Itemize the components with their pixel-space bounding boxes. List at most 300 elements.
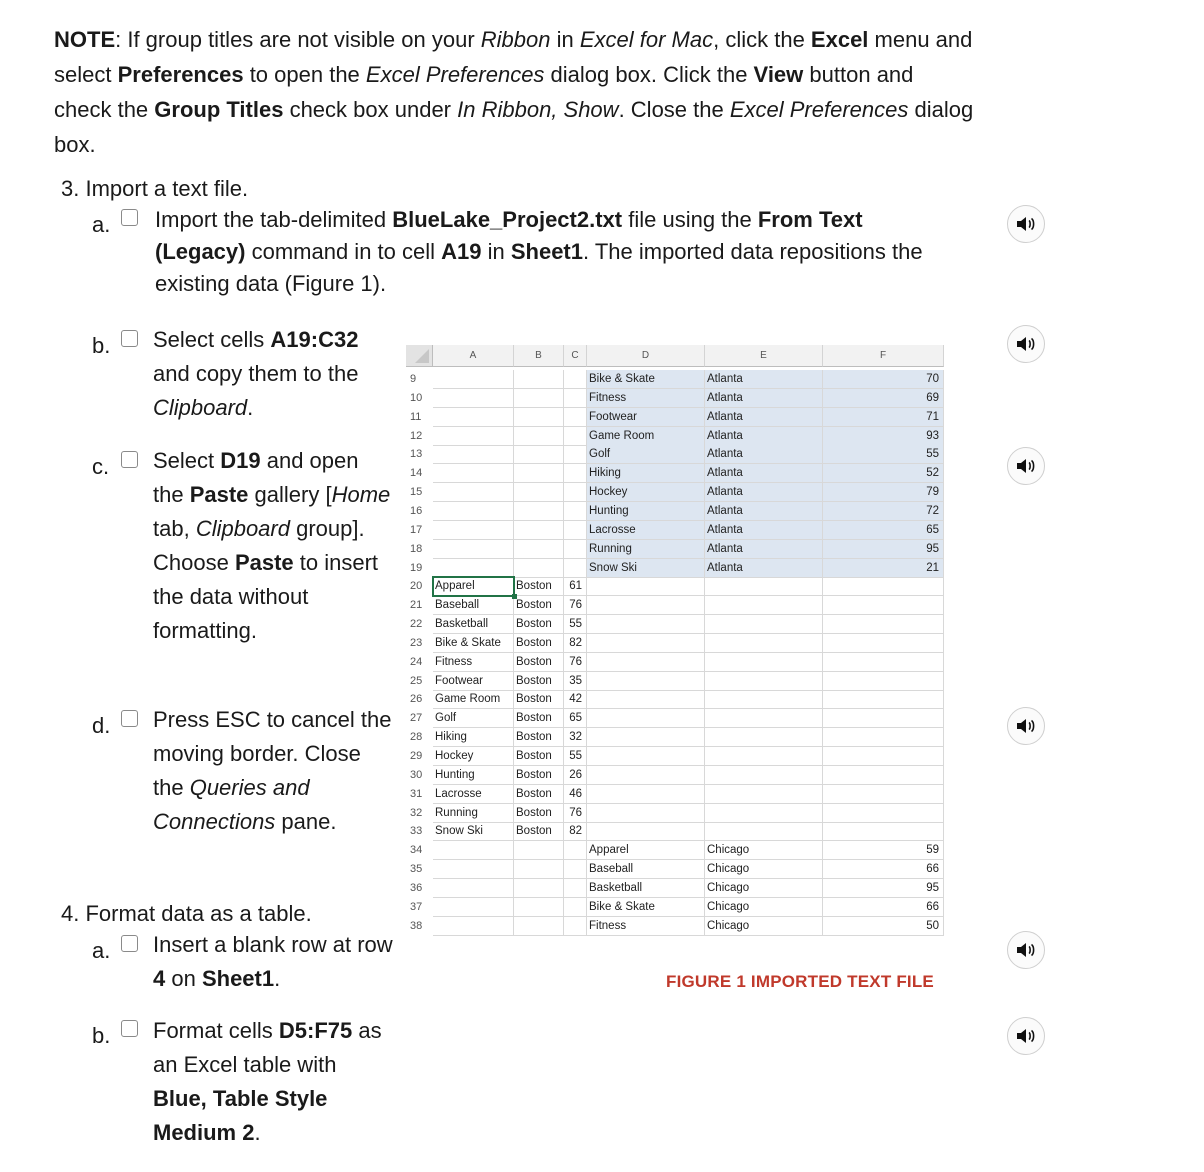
cell-b38[interactable]: [514, 917, 564, 936]
cell-b25[interactable]: Boston: [514, 672, 564, 691]
row-number[interactable]: 21: [410, 599, 423, 612]
cell-d31[interactable]: [587, 785, 705, 804]
cell-e15[interactable]: Atlanta: [705, 483, 823, 502]
cell-a10[interactable]: [433, 389, 514, 408]
step4a-checkbox[interactable]: [121, 935, 138, 952]
cell-d37[interactable]: Bike & Skate: [587, 898, 705, 917]
cell-a21[interactable]: Baseball: [433, 596, 514, 615]
cell-c18[interactable]: [564, 540, 587, 559]
speaker-icon: [1016, 942, 1036, 958]
cell-f32[interactable]: [823, 804, 944, 823]
sheet-row-35: [406, 860, 946, 879]
cell-e17[interactable]: Atlanta: [705, 521, 823, 540]
cell-b24[interactable]: Boston: [514, 653, 564, 672]
step-text: .: [274, 966, 281, 991]
cell-a38[interactable]: [433, 917, 514, 936]
cell-a36[interactable]: [433, 879, 514, 898]
step4b-audio-button[interactable]: [1007, 1017, 1045, 1055]
cell-b18[interactable]: [514, 540, 564, 559]
cell-f15[interactable]: 79: [823, 483, 944, 502]
cell-f27[interactable]: [823, 709, 944, 728]
sheet-row-18: [406, 540, 946, 559]
sheet-row-30: [406, 766, 946, 785]
cell-a9[interactable]: [433, 370, 514, 389]
cell-f14[interactable]: 52: [823, 464, 944, 483]
cell-a24[interactable]: Fitness: [433, 653, 514, 672]
note-text: , click the: [713, 27, 811, 52]
note-text: Excel Preferences: [365, 62, 545, 87]
cell-f30[interactable]: [823, 766, 944, 785]
cell-a19[interactable]: [433, 559, 514, 578]
note-text: Group Titles: [154, 97, 284, 122]
cell-d12[interactable]: Game Room: [587, 427, 705, 446]
note-text: Preferences: [117, 62, 244, 87]
cell-a13[interactable]: [433, 445, 514, 464]
step3d-checkbox[interactable]: [121, 710, 138, 727]
cell-f25[interactable]: [823, 672, 944, 691]
cell-c34[interactable]: [564, 841, 587, 860]
cell-b30[interactable]: Boston: [514, 766, 564, 785]
cell-f29[interactable]: [823, 747, 944, 766]
note-text: check box under: [283, 97, 458, 122]
cell-f37[interactable]: 66: [823, 898, 944, 917]
cell-c24[interactable]: 76: [564, 653, 587, 672]
cell-e35[interactable]: Chicago: [705, 860, 823, 879]
cell-c12[interactable]: [564, 427, 587, 446]
cell-f28[interactable]: [823, 728, 944, 747]
row-number[interactable]: 28: [410, 731, 423, 744]
cell-a28[interactable]: Hiking: [433, 728, 514, 747]
step-text: to insert the data without formatting.: [153, 550, 379, 643]
cell-c14[interactable]: [564, 464, 587, 483]
step3c-checkbox[interactable]: [121, 451, 138, 468]
row-number[interactable]: 29: [410, 750, 423, 762]
cell-e16[interactable]: Atlanta: [705, 502, 823, 521]
cell-e30[interactable]: [705, 766, 823, 785]
cell-b23[interactable]: Boston: [514, 634, 564, 653]
step-text: command in to cell: [245, 239, 442, 264]
sheet-row-10: [406, 389, 946, 408]
cell-b28[interactable]: Boston: [514, 728, 564, 747]
step-text: in: [481, 239, 511, 264]
row-number[interactable]: 23: [410, 636, 423, 649]
cell-c17[interactable]: [564, 521, 587, 540]
step3b-checkbox[interactable]: [121, 330, 138, 347]
cell-c29[interactable]: 55: [564, 747, 587, 766]
step-text: on: [165, 966, 202, 991]
cell-b13[interactable]: [514, 445, 564, 464]
cell-d10[interactable]: Fitness: [587, 389, 705, 408]
cell-f13[interactable]: 55: [823, 445, 944, 464]
cell-b20[interactable]: Boston: [514, 577, 564, 596]
cell-d35[interactable]: Baseball: [587, 860, 705, 879]
cell-d9[interactable]: Bike & Skate: [587, 370, 705, 389]
note-text: : If group titles are not visible on your: [115, 27, 481, 52]
sheet-row-14: [406, 464, 946, 483]
sheet-row-31: [406, 785, 946, 804]
cell-f36[interactable]: 95: [823, 879, 944, 898]
step-text: Format cells: [153, 1018, 279, 1043]
cell-b33[interactable]: Boston: [514, 822, 564, 841]
cell-d22[interactable]: [587, 615, 705, 634]
sheet-row-22: [406, 615, 946, 634]
cell-c25[interactable]: 35: [564, 672, 587, 691]
sheet-row-9: [406, 370, 946, 389]
step4b-letter: b.: [92, 1023, 111, 1048]
cell-b27[interactable]: Boston: [514, 709, 564, 728]
cell-c38[interactable]: [564, 917, 587, 936]
row-number[interactable]: 31: [410, 787, 423, 800]
cell-c32[interactable]: 76: [564, 804, 587, 823]
cell-e19[interactable]: Atlanta: [705, 559, 823, 578]
cell-f9[interactable]: 70: [823, 370, 944, 389]
cell-d25[interactable]: [587, 672, 705, 691]
cell-c26[interactable]: 42: [564, 690, 587, 709]
note-text: Excel Preferences: [729, 97, 909, 122]
row-number[interactable]: 14: [410, 467, 423, 480]
cell-f21[interactable]: [823, 596, 944, 615]
row-number[interactable]: 19: [410, 561, 423, 574]
cell-e9[interactable]: Atlanta: [705, 370, 823, 389]
step-text: D5:F75: [278, 1018, 353, 1043]
step-text: Paste: [234, 550, 294, 575]
step-text: 4: [153, 966, 166, 991]
step3-header: 3. Import a text file.: [61, 176, 249, 201]
row-number[interactable]: 24: [410, 655, 423, 668]
cell-a26[interactable]: Game Room: [433, 690, 514, 709]
row-number[interactable]: 32: [410, 806, 423, 819]
cell-c23[interactable]: 82: [564, 634, 587, 653]
column-header-d[interactable]: D: [587, 345, 705, 367]
cell-e11[interactable]: Atlanta: [705, 408, 823, 427]
step3d-text: [153, 703, 393, 839]
row-number[interactable]: 11: [410, 410, 422, 423]
cell-e28[interactable]: [705, 728, 823, 747]
note-text: . Close the: [618, 97, 730, 122]
sheet-row-34: [406, 841, 946, 860]
cell-e37[interactable]: Chicago: [705, 898, 823, 917]
cell-c30[interactable]: 26: [564, 766, 587, 785]
speaker-icon: [1016, 216, 1036, 232]
cell-f10[interactable]: 69: [823, 389, 944, 408]
row-number[interactable]: 25: [410, 674, 423, 687]
cell-b10[interactable]: [514, 389, 564, 408]
cell-d30[interactable]: [587, 766, 705, 785]
cell-c13[interactable]: [564, 445, 587, 464]
step-text: gallery [: [248, 482, 332, 507]
row-number[interactable]: 18: [410, 542, 423, 555]
step3b-audio-button[interactable]: [1007, 325, 1045, 363]
cell-e14[interactable]: Atlanta: [705, 464, 823, 483]
cell-b37[interactable]: [514, 898, 564, 917]
cell-b12[interactable]: [514, 427, 564, 446]
step-text: A19:C32: [270, 327, 359, 352]
cell-a14[interactable]: [433, 464, 514, 483]
row-number[interactable]: 9: [410, 373, 417, 385]
cell-f31[interactable]: [823, 785, 944, 804]
cell-f26[interactable]: [823, 690, 944, 709]
cell-b32[interactable]: Boston: [514, 804, 564, 823]
cell-a27[interactable]: Golf: [433, 709, 514, 728]
cell-a23[interactable]: Bike & Skate: [433, 634, 514, 653]
active-cell-selection: [432, 576, 515, 597]
column-header-e[interactable]: E: [705, 345, 823, 367]
cell-e38[interactable]: Chicago: [705, 917, 823, 936]
cell-b9[interactable]: [514, 370, 564, 389]
cell-a12[interactable]: [433, 427, 514, 446]
row-number[interactable]: 10: [410, 391, 423, 404]
cell-c36[interactable]: [564, 879, 587, 898]
column-header-f[interactable]: F: [823, 345, 944, 367]
sheet-row-32: [406, 804, 946, 823]
cell-c15[interactable]: [564, 483, 587, 502]
row-number[interactable]: 15: [410, 486, 423, 499]
cell-b35[interactable]: [514, 860, 564, 879]
cell-a15[interactable]: [433, 483, 514, 502]
step-text: as an Excel table with: [153, 1018, 382, 1077]
cell-c20[interactable]: 61: [564, 577, 587, 596]
step-text: and copy them to the: [153, 361, 359, 386]
row-number[interactable]: 16: [410, 504, 423, 517]
cell-c19[interactable]: [564, 559, 587, 578]
cell-d28[interactable]: [587, 728, 705, 747]
step3d-letter: d.: [92, 713, 111, 738]
cell-b16[interactable]: [514, 502, 564, 521]
step3b-letter: b.: [92, 333, 111, 358]
sheet-row-19: [406, 559, 946, 578]
cell-f11[interactable]: 71: [823, 408, 944, 427]
cell-e10[interactable]: Atlanta: [705, 389, 823, 408]
row-number[interactable]: 37: [410, 900, 423, 913]
cell-b11[interactable]: [514, 408, 564, 427]
cell-d21[interactable]: [587, 596, 705, 615]
cell-f18[interactable]: 95: [823, 540, 944, 559]
cell-f20[interactable]: [823, 577, 944, 596]
cell-c28[interactable]: 32: [564, 728, 587, 747]
cell-a16[interactable]: [433, 502, 514, 521]
cell-c16[interactable]: [564, 502, 587, 521]
cell-b34[interactable]: [514, 841, 564, 860]
cell-d32[interactable]: [587, 804, 705, 823]
cell-d19[interactable]: Snow Ski: [587, 559, 705, 578]
step-text: From Text (Legacy): [155, 207, 863, 264]
cell-c10[interactable]: [564, 389, 587, 408]
cell-d13[interactable]: Golf: [587, 445, 705, 464]
note-text: menu and select: [54, 27, 973, 87]
cell-b31[interactable]: Boston: [514, 785, 564, 804]
cell-a34[interactable]: [433, 841, 514, 860]
row-number[interactable]: 13: [410, 448, 423, 461]
sheet-row-38: [406, 917, 946, 936]
cell-d20[interactable]: [587, 577, 705, 596]
column-header-a[interactable]: A: [433, 345, 514, 367]
cell-a17[interactable]: [433, 521, 514, 540]
cell-b17[interactable]: [514, 521, 564, 540]
row-number[interactable]: 30: [410, 768, 423, 781]
row-number[interactable]: 12: [410, 429, 423, 442]
cell-e18[interactable]: Atlanta: [705, 540, 823, 559]
sheet-row-11: [406, 408, 946, 427]
step-text: BlueLake_Project2.txt: [392, 207, 623, 232]
sheet-row-16: [406, 502, 946, 521]
cell-f35[interactable]: 66: [823, 860, 944, 879]
cell-d29[interactable]: [587, 747, 705, 766]
cell-c11[interactable]: [564, 408, 587, 427]
cell-f33[interactable]: [823, 822, 944, 841]
cell-a33[interactable]: Snow Ski: [433, 822, 514, 841]
cell-a32[interactable]: Running: [433, 804, 514, 823]
cell-a37[interactable]: [433, 898, 514, 917]
cell-e36[interactable]: Chicago: [705, 879, 823, 898]
cell-e31[interactable]: [705, 785, 823, 804]
cell-f16[interactable]: 72: [823, 502, 944, 521]
cell-d11[interactable]: Footwear: [587, 408, 705, 427]
cell-a29[interactable]: Hockey: [433, 747, 514, 766]
cell-d16[interactable]: Hunting: [587, 502, 705, 521]
sheet-row-28: [406, 728, 946, 747]
cell-f38[interactable]: 50: [823, 917, 944, 936]
sheet-row-26: [406, 690, 946, 709]
step-text: D19: [220, 448, 261, 473]
step4b-text: [153, 1014, 393, 1150]
step-text: file using the: [622, 207, 758, 232]
cell-b21[interactable]: Boston: [514, 596, 564, 615]
cell-e12[interactable]: Atlanta: [705, 427, 823, 446]
step4a-audio-button[interactable]: [1007, 931, 1045, 969]
row-number[interactable]: 20: [410, 580, 423, 593]
step3a-text: [155, 204, 945, 300]
cell-e34[interactable]: Chicago: [705, 841, 823, 860]
row-number[interactable]: 33: [410, 825, 423, 838]
cell-e33[interactable]: [705, 822, 823, 841]
cell-a35[interactable]: [433, 860, 514, 879]
cell-e23[interactable]: [705, 634, 823, 653]
cell-b14[interactable]: [514, 464, 564, 483]
cell-b22[interactable]: Boston: [514, 615, 564, 634]
row-number[interactable]: 38: [410, 919, 423, 932]
figure-spreadsheet: [406, 345, 946, 939]
cell-f22[interactable]: [823, 615, 944, 634]
cell-e27[interactable]: [705, 709, 823, 728]
cell-c35[interactable]: [564, 860, 587, 879]
cell-d34[interactable]: Apparel: [587, 841, 705, 860]
cell-f24[interactable]: [823, 653, 944, 672]
cell-a30[interactable]: Hunting: [433, 766, 514, 785]
cell-d18[interactable]: Running: [587, 540, 705, 559]
step3c-letter: c.: [92, 454, 110, 479]
step-text: Sheet1: [201, 966, 275, 991]
cell-a31[interactable]: Lacrosse: [433, 785, 514, 804]
step4b-checkbox[interactable]: [121, 1020, 138, 1037]
cell-b36[interactable]: [514, 879, 564, 898]
cell-e13[interactable]: Atlanta: [705, 445, 823, 464]
row-number[interactable]: 35: [410, 863, 423, 876]
sheet-row-13: [406, 445, 946, 464]
note-label: NOTE: [54, 27, 116, 52]
cell-c33[interactable]: 82: [564, 822, 587, 841]
cell-c22[interactable]: 55: [564, 615, 587, 634]
step-text: pane.: [275, 809, 337, 834]
row-number[interactable]: 22: [410, 618, 423, 631]
cell-d24[interactable]: [587, 653, 705, 672]
cell-e21[interactable]: [705, 596, 823, 615]
step3a-checkbox[interactable]: [121, 209, 138, 226]
cell-f23[interactable]: [823, 634, 944, 653]
cell-e25[interactable]: [705, 672, 823, 691]
cell-b15[interactable]: [514, 483, 564, 502]
cell-d23[interactable]: [587, 634, 705, 653]
cell-c9[interactable]: [564, 370, 587, 389]
sheet-row-25: [406, 672, 946, 691]
cell-f17[interactable]: 65: [823, 521, 944, 540]
row-number[interactable]: 36: [410, 881, 423, 894]
column-header-c[interactable]: C: [564, 345, 587, 367]
cell-c21[interactable]: 76: [564, 596, 587, 615]
cell-a11[interactable]: [433, 408, 514, 427]
cell-d17[interactable]: Lacrosse: [587, 521, 705, 540]
cell-d38[interactable]: Fitness: [587, 917, 705, 936]
step3a-audio-button[interactable]: [1007, 205, 1045, 243]
sheet-row-33: [406, 822, 946, 841]
cell-a18[interactable]: [433, 540, 514, 559]
cell-c37[interactable]: [564, 898, 587, 917]
cell-e32[interactable]: [705, 804, 823, 823]
cell-d33[interactable]: [587, 822, 705, 841]
cell-e22[interactable]: [705, 615, 823, 634]
sheet-row-36: [406, 879, 946, 898]
cell-b29[interactable]: Boston: [514, 747, 564, 766]
cell-e29[interactable]: [705, 747, 823, 766]
step3c-text: [153, 444, 393, 648]
row-number[interactable]: 27: [410, 712, 423, 725]
cell-b19[interactable]: [514, 559, 564, 578]
note-text: Ribbon: [480, 27, 551, 52]
cell-f12[interactable]: 93: [823, 427, 944, 446]
speaker-icon: [1016, 1028, 1036, 1044]
cell-d27[interactable]: [587, 709, 705, 728]
sheet-row-15: [406, 483, 946, 502]
row-number[interactable]: 17: [410, 523, 423, 536]
step3d-audio-button[interactable]: [1007, 707, 1045, 745]
step-text: Home: [331, 482, 391, 507]
cell-b26[interactable]: Boston: [514, 690, 564, 709]
cell-d14[interactable]: Hiking: [587, 464, 705, 483]
note-paragraph: [54, 22, 974, 162]
cell-d26[interactable]: [587, 690, 705, 709]
speaker-icon: [1016, 336, 1036, 352]
step4a-text: [153, 928, 393, 996]
cell-c31[interactable]: 46: [564, 785, 587, 804]
note-text: in: [550, 27, 580, 52]
cell-a22[interactable]: Basketball: [433, 615, 514, 634]
row-number[interactable]: 34: [410, 844, 423, 857]
figure-caption: FIGURE 1 IMPORTED TEXT FILE: [666, 972, 934, 991]
step-text: Blue, Table Style Medium 2: [153, 1086, 328, 1145]
cell-e20[interactable]: [705, 577, 823, 596]
cell-a20[interactable]: Apparel: [433, 577, 514, 596]
step3c-audio-button[interactable]: [1007, 447, 1045, 485]
cell-f34[interactable]: 59: [823, 841, 944, 860]
row-number[interactable]: 26: [410, 693, 423, 706]
cell-e24[interactable]: [705, 653, 823, 672]
cell-e26[interactable]: [705, 690, 823, 709]
cell-c27[interactable]: 65: [564, 709, 587, 728]
cell-a25[interactable]: Footwear: [433, 672, 514, 691]
cell-d15[interactable]: Hockey: [587, 483, 705, 502]
column-header-b[interactable]: B: [514, 345, 564, 367]
cell-d36[interactable]: Basketball: [587, 879, 705, 898]
cell-f19[interactable]: 21: [823, 559, 944, 578]
